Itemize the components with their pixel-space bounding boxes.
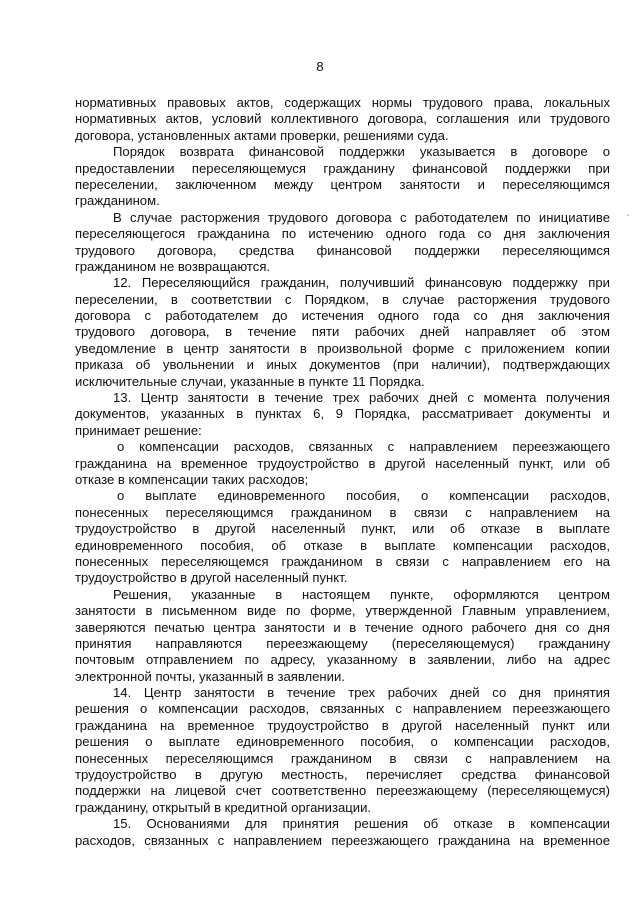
text-line: гражданина на временное трудоустройство в другой населенный пункт или [75,717,610,733]
text-line: В случае расторжения трудового договора с работодателем по инициативе [113,209,610,225]
text-line: 13. Центр занятости в течение трех рабочих дней с момента получения [113,390,610,406]
text-line: занятости в письменном виде по форме, утвержденной Главным управлением, [75,603,610,619]
text-line: решения о компенсации расходов, связанных с направлением переезжающего [75,701,610,717]
text-line: Решения, указанные в настоящем пункте, оформляются центром [113,586,610,602]
text-line: понесенных переселяющемся гражданином в связи с направлением его на [75,553,610,569]
text-line: принимает решение: [75,422,202,438]
text-line: исключительные случаи, указанные в пункте 11 Порядка. [75,373,425,389]
text-line: трудоустройство в другую местность, перечисляет средства финансовой [75,767,610,783]
scan-speck [627,214,629,216]
text-line: 12. Переселяющийся гражданин, получивший финансовую поддержку при [113,275,610,291]
text-line: понесенных переселяющимся гражданином в связи с направлением на [75,504,610,520]
text-line: документов, указанных в пунктах 6, 9 Порядка, рассматривает документы и [75,406,610,422]
text-line: почтовым отправлением по адресу, указанному в заявлении, либо на адрес [75,652,610,668]
text-line: переселении, в соответствии с Порядком, в случае расторжения трудового [75,291,610,307]
text-line: принятия направляются переезжающему (переселяющемуся) гражданину [75,635,610,651]
text-line: трудового договора, в течение пяти рабочих дней направляет об этом [75,324,610,340]
text-line: трудоустройство в другой населенный пункт. [75,570,348,586]
text-line: решения о выплате единовременного пособия, о компенсации расходов, [75,734,610,750]
text-line: уведомление в центр занятости в произвольной форме с приложением копии [75,340,610,356]
text-line: переселении, заключенном между центром занятости и переселяющимся [75,176,610,192]
text-line: договора, установленных актами проверки, решениями суда. [75,127,449,143]
text-line: нормативных правовых актов, содержащих нормы трудового права, локальных [75,95,610,110]
text-line: договора с работодателем до истечения одного года со дня заключения [75,308,610,324]
text-line: приказа об увольнении и иных документов (при наличии), подтверждающих [75,357,610,373]
text-line: гражданином не возвращаются. [75,258,271,274]
text-line: о компенсации расходов, связанных с направлением переезжающего [117,439,610,455]
text-line: гражданину, открытый в кредитной организации. [75,799,372,815]
document-body [75,95,610,849]
text-line: расходов, связанных с направлением переезжающего гражданина на временное [75,832,610,848]
scan-speck [149,848,151,850]
text-line: нормативных актов, условий коллективного договора, соглашения или трудового [75,111,610,127]
text-line: поддержки на лицевой счет соответственно переезжающему (переселяющемуся) [75,783,610,799]
page-number: 8 [316,59,324,74]
text-line: предоставлении переселяющемуся гражданину финансовой поддержки при [75,160,610,176]
text-line: единовременного пособия, об отказе в выплате компенсации расходов, [75,537,610,553]
text-line: Порядок возврата финансовой поддержки указывается в договоре о [113,144,610,160]
text-line: трудового договора, средства финансовой поддержки переселяющимся [75,242,610,258]
text-line: 15. Основаниями для принятия решения об отказе в компенсации [113,816,610,832]
text-line: гражданином. [75,193,160,209]
text-line: трудоустройство в другой населенный пункт, или об отказе в выплате [75,521,610,537]
text-line: электронной почты, указанный в заявлении. [75,668,345,684]
text-line: 14. Центр занятости в течение трех рабочих дней со дня принятия [113,685,610,701]
text-line: о выплате единовременного пособия, о компенсации расходов, [117,488,610,504]
text-line: гражданина на временное трудоустройство в другой населенный пункт, или об [75,455,610,471]
text-line: понесенных переселяющимся гражданином в связи с направлением на [75,750,610,766]
text-line: отказе в компенсации таких расходов; [75,471,309,487]
text-line: переселяющегося гражданина по истечению одного года со дня заключения [75,226,610,242]
text-line: заверяются печатью центра занятости и в течение одного рабочего дня со дня [75,619,610,635]
